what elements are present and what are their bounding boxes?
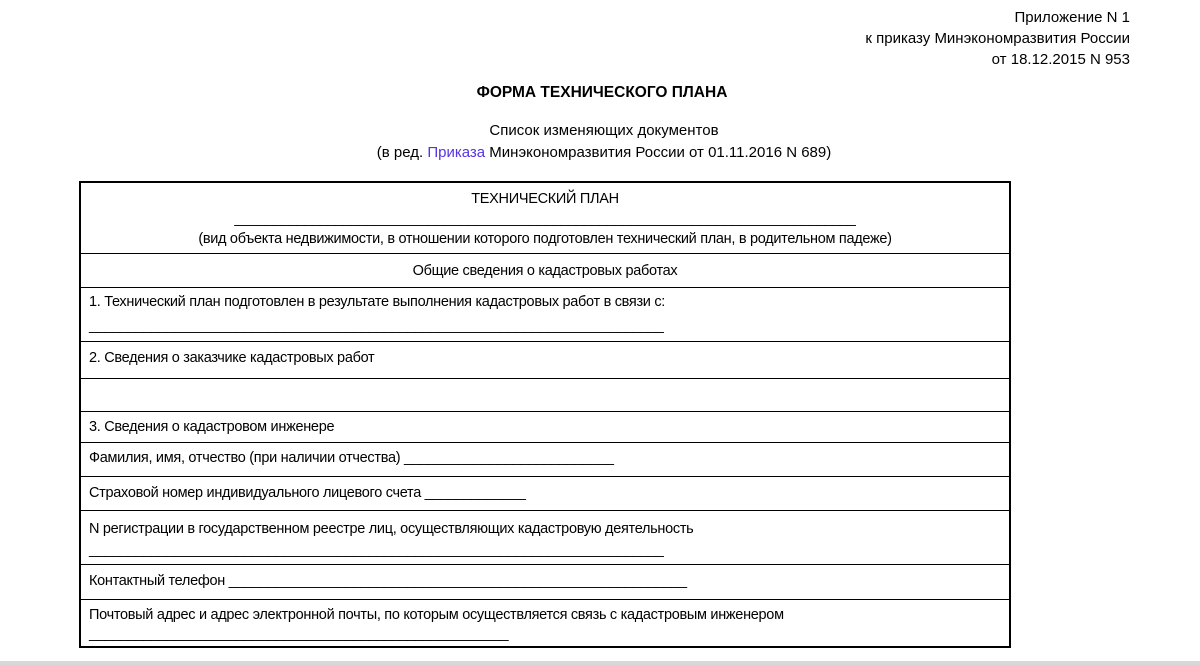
table-row-registry-number xyxy=(81,510,1009,564)
postal-address-label: Почтовый адрес и адрес электронной почты, по которым осуществляется связь с кадастровым инженером xyxy=(89,607,784,623)
amendments-prefix: (в ред. xyxy=(376,144,428,161)
table-row-empty xyxy=(81,378,1009,411)
registry-number-label: N регистрации в государственном реестре лиц, осуществляющих кадастровую деятельность xyxy=(89,521,694,537)
amendments-suffix: Минэкономразвития России от 01.11.2016 N 689) xyxy=(485,144,832,161)
appendix-line-1: Приложение N 1 xyxy=(1014,9,1130,26)
blank-line-registry-number: __________________________________________________________________________ xyxy=(89,542,664,558)
form-title: ФОРМА ТЕХНИЧЕСКОГО ПЛАНА xyxy=(476,84,728,101)
table-row-plan-title xyxy=(81,183,1009,253)
table-row-3-engineer: 3. Сведения о кадастровом инженере xyxy=(81,411,1009,442)
appendix-line-2: к приказу Минэкономразвития России xyxy=(865,30,1130,47)
plan-title-caption: (вид объекта недвижимости, в отношении которого подготовлен технический план, в родительном падеже) xyxy=(198,231,892,247)
blank-line-object-kind: ________________________________________________________________________________ xyxy=(234,211,856,227)
table-row-2-customer: 2. Сведения о заказчике кадастровых работ xyxy=(81,341,1009,378)
appendix-header xyxy=(865,7,1130,70)
table-row-snils: Страховой номер индивидуального лицевого счета _____________ xyxy=(81,476,1009,510)
table-row-general-info-header: Общие сведения о кадастровых работах xyxy=(81,253,1009,287)
appendix-line-3: от 18.12.2015 N 953 xyxy=(991,51,1130,68)
prikaz-link[interactable]: Приказа xyxy=(427,144,486,161)
amendments-block xyxy=(0,120,1200,164)
reason-label: 1. Технический план подготовлен в результате выполнения кадастровых работ в связи с: xyxy=(89,294,665,310)
table-row-full-name: Фамилия, имя, отчество (при наличии отчества) ___________________________ xyxy=(81,442,1009,476)
table-row-1-reason xyxy=(81,287,1009,341)
blank-line-postal-address: ______________________________________________________ xyxy=(89,626,509,642)
table-row-postal-address xyxy=(81,599,1009,646)
viewport-bottom-edge xyxy=(0,661,1200,665)
technical-plan-table xyxy=(79,181,1011,648)
plan-title: ТЕХНИЧЕСКИЙ ПЛАН xyxy=(471,191,619,207)
amendments-title: Список изменяющих документов xyxy=(489,122,719,139)
amendments-reference xyxy=(0,142,1200,164)
table-row-phone: Контактный телефон ___________________________________________________________ xyxy=(81,564,1009,599)
blank-line-reason: __________________________________________________________________________ xyxy=(89,318,664,334)
